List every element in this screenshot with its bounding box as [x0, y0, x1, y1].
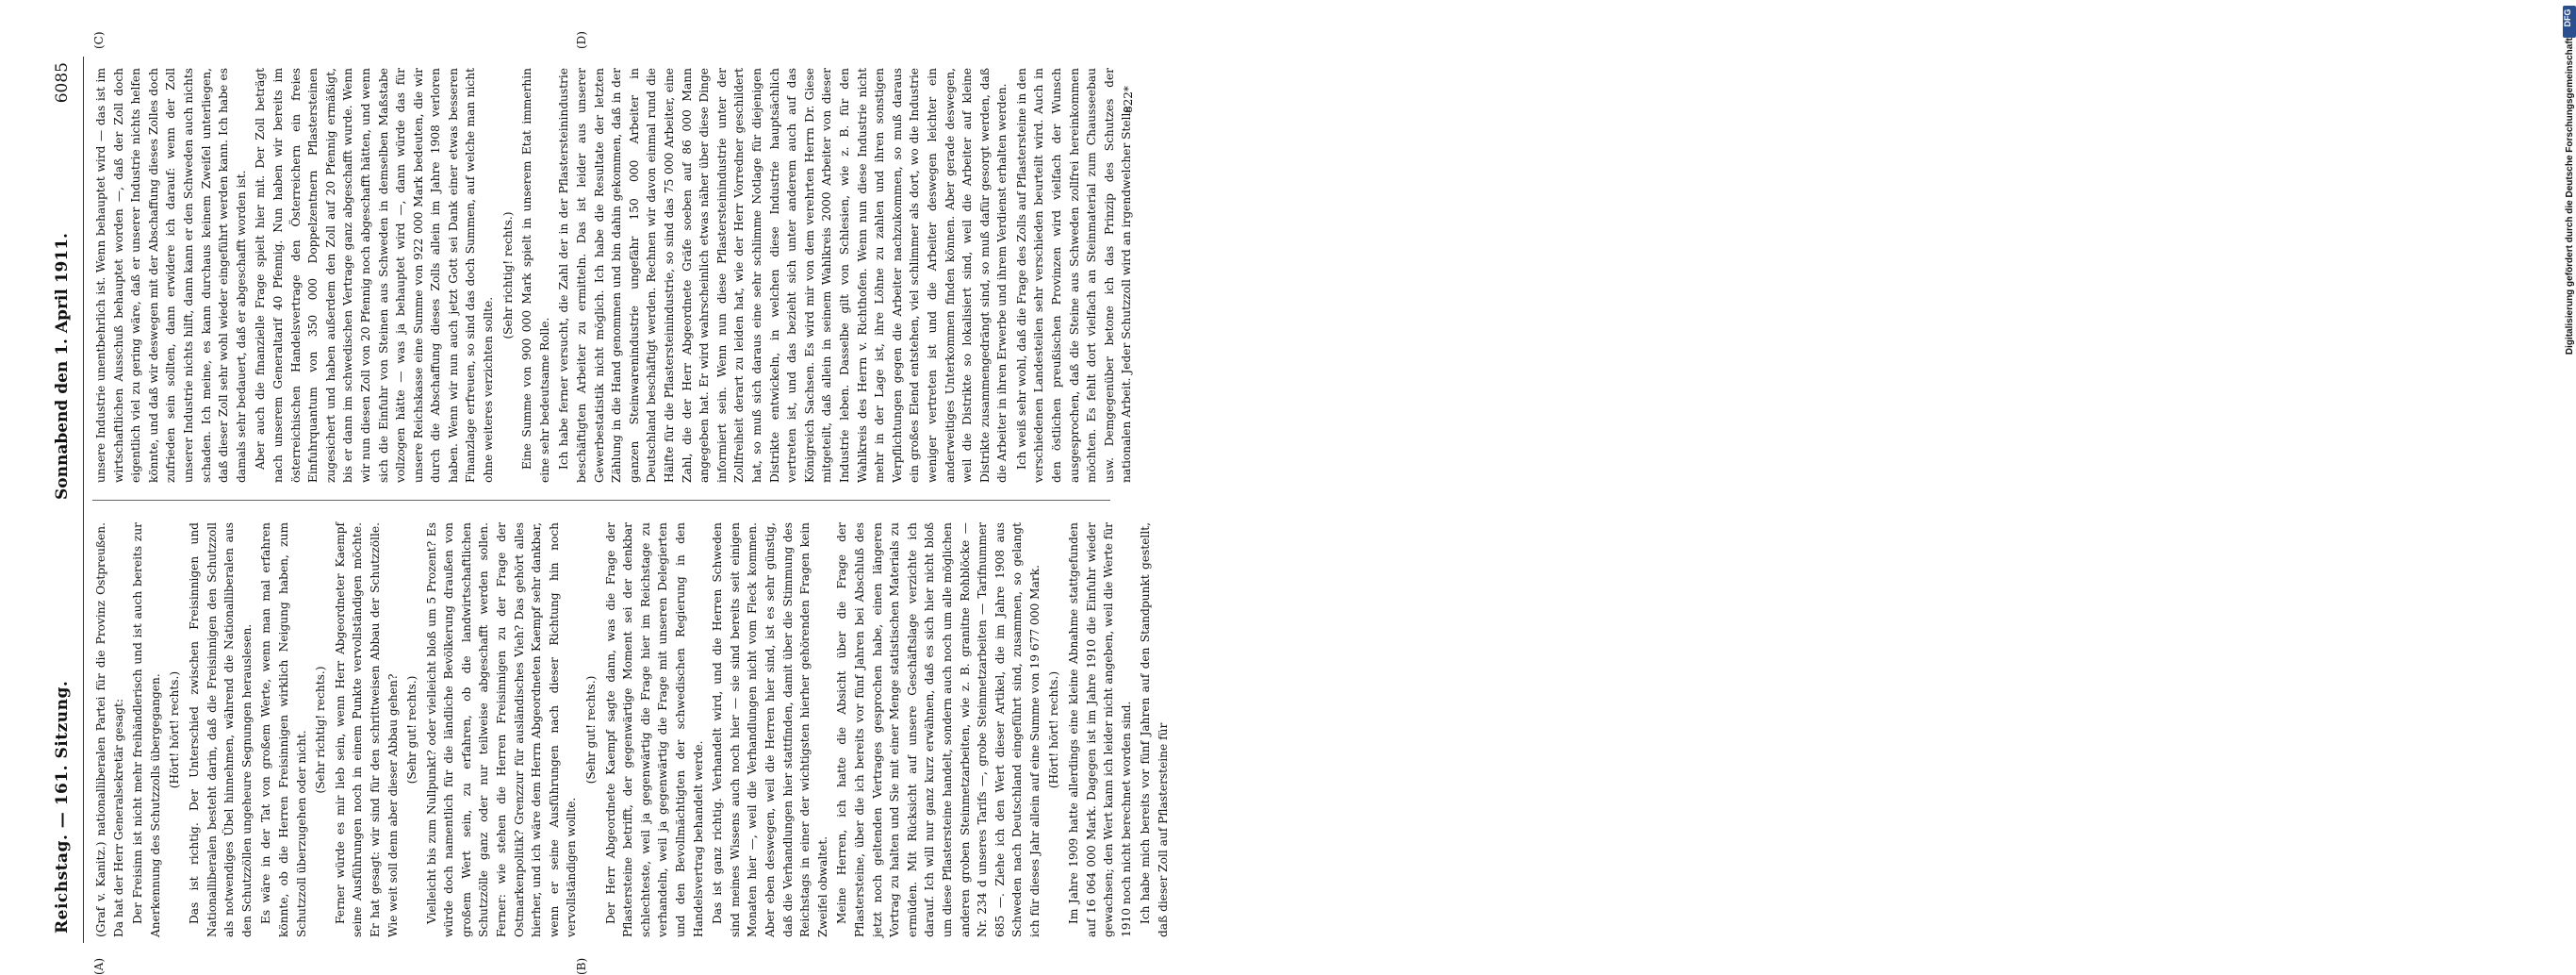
left-text-column: [92, 522, 1171, 937]
scanned-page: [47, 31, 1254, 975]
digitization-strip: [1274, 0, 2575, 943]
paragraph: Im Jahre 1909 hatte allerdings eine kleine Abnahme stattgefunden auf 16 064 000 Mark. Dagegen ist im Jahre 1910 die Einfuhr wieder gewachsen; den Wert kann ich leider nicht angeben, weil die Werte für 1910 noch nicht berechnet worden sind.: [1067, 522, 1133, 937]
paragraph: Ferner würde es mir lieb sein, wenn Herr Abgeordneter Kaempf seine Ausführungen noch in einem Punkte vervollständigen möchte. Er hat gesagt: wir sind für den schrittweisen Abbau der Schutzzölle. Wie weit soll denn aber dieser Abbau gehen?: [333, 522, 400, 937]
paragraph: Ich habe ferner versucht, die Zahl der in der Pflastersteinindustrie beschäftigten Arbeiter zu ermitteln. Das ist leider aus unserer Gewerbestatistik nicht möglich. Ich habe die Resultate der letzten Zählung in die Hand genommen und bin dahin gekommen, daß in der ganzen Steinwarenindustrie ungefähr 150 000 Arbeiter in Deutschland beschäftigt werden. Rechnen wir davon einmal rund die Hälfte für die Pflastersteinindustrie, so sind das 75 000 Arbeiter, eine Zahl, die der Herr Abgeordnete Gräfe soeben auf 86 000 Mann angegeben hat. Er wird wahrscheinlich etwas näher über diese Dinge informiert sein. Wenn nun diese Pflastersteinindustrie unter der Zollfreiheit derart zu leiden hat, wie der Herr Vorredner geschildert hat, so muß sich daraus eine sehr schlimme Notlage für diejenigen Distrikte entwickeln, in welchen diese Industrie hauptsächlich vertreten ist, und das bezieht sich unter anderem auch auf das Königreich Sachsen. Es wird mir von dem verehrten Herrn Dr. Giese mitgeteilt, daß allein in seinem Wahlkreis 2000 Arbeiter von dieser Industrie leben. Dasselbe gilt von Schlesien, wie z. B. für den Wahlkreis des Herrn v. Richthofen. Wenn nun diese Industrie nicht mehr in der Lage ist, ihre Löhne zu zahlen und ihren sonstigen Verpflichtungen gegen die Arbeiter nachzukommen, so muß daraus ein großes Elend entstehen, viel schlimmer als dort, wo die Industrie weniger vertreten ist und die Arbeiter deswegen leichter ein anderweitiges Unterkommen finden können. Aber gerade deswegen, weil die Distrikte so lokalisiert sind, weil die Arbeiter auf kleine Distrikte zusammengedrängt sind, so muß dafür gesorgt werden, daß die Arbeiter in ihren Erwerbe und ihrem Verdienst erhalten werden.: [557, 68, 1009, 483]
paragraph: Ich weiß sehr wohl, daß die Frage des Zolls auf Pflastersteine in den verschiedenen Landesteilen sehr verschieden beurteilt wird. Auch in den östlichen preußischen Provinzen wird vielfach der Wunsch ausgesprochen, daß die Steine aus Schweden zollfrei hereinkommen möchten. Es fehlt dort vielfach an Steinmaterial zum Chausseebau usw. Demgegenüber betone ich das Prinzip des Schutzes der nationalen Arbeit. Jeder Schutzzoll wird an irgendwelcher Stelle: [1014, 68, 1134, 483]
interjection: (Sehr richtig! rechts.): [500, 211, 515, 339]
folio-mark: 822*: [1122, 86, 1135, 113]
interjection: (Sehr richtig! rechts.): [314, 666, 328, 794]
margin-marker-b: (B): [575, 957, 588, 975]
paragraph: Vielleicht bis zum Nullpunkt? oder vielleicht bloß um 5 Prozent? Es würde doch namentlich für die ländliche Bevölkerung draußen von großem Wert sein, zu erfahren, ob die landwirtschaftlichen Schutzzölle ganz oder nur teilweise abgeschafft werden sollen. Ferner: wie stehen die Herren Freisinnigen zu der Frage der Ostmarkenpolitik? Grenzzur für ausländisches Vieh? Das gehört alles hierher, und ich wäre dem Herrn Abgeordneten Kaempf sehr dankbar, wenn er seine Ausführungen nach dieser Richtung hin noch vervollständigen wollte.: [424, 522, 579, 937]
interjection: (Sehr gut! rechts.): [405, 675, 419, 785]
session-title: Reichstag. — 161. Sitzung.: [53, 680, 72, 934]
paragraph: Aber auch die finanzielle Frage spielt hier mit. Der Zoll beträgt nach unserem Generaltarif 40 Pfennig. Nun haben wir bereits im österreichischen Handelsvertrage den Österreichern ein freies Einfuhrquantum von 350 000 Doppelzentnern Pflastersteinen zugesichert und haben außerdem den Zoll auf 20 Pfennig ermäßigt, bis er dann im schwedischen Vertrage ganz abgeschafft wurde. Wenn wir nun diesen Zoll von 20 Pfennig noch abgeschafft hätten, und wenn sich die Einfuhr von Steinen aus Schweden in demselben Maßstabe vollzogen hätte — was ja behauptet wird —, dann würde das für unsere Reichskasse eine Summe von 922 000 Mark bedeuten, die wir durch die Abschaffung dieses Zolls allein im Jahre 1908 verloren haben. Wenn wir nun auch jetzt Gott sei Dank einer etwas besseren Finanzlage erfreuen, so sind das doch Summen, auf welche man nicht ohne weiteres verzichten sollte.: [254, 68, 496, 483]
paragraph: Das ist richtig. Der Unterschied zwischen Freisinnigen und Nationalliberalen besteht darin, daß die Freisinnigen den Schutzzoll als notwendiges Übel hinnehmen, während die Nationalliberalen aus den Schutzzöllen ungeheure Segnungen herauslesen.: [187, 522, 254, 937]
interjection: (Hört! hört! rechts.): [168, 670, 182, 789]
paragraph: Der Freisinn ist nicht mehr freihändlerisch und ist auch bereits zur Anerkennung des Schutzzolls übergegangen.: [131, 522, 162, 937]
interjection: (Hört! hört! rechts.): [1047, 670, 1061, 789]
paragraph: Ich habe mich bereits vor fünf Jahren auf den Standpunkt gestellt, daß dieser Zoll auf Pflastersteine für: [1139, 522, 1171, 937]
page-header: [47, 57, 84, 943]
digitization-note: Digitalisierung gefördert durch die Deutsche Forschungsgemeinschaft: [2565, 38, 2575, 355]
margin-marker-d: (D): [575, 31, 588, 49]
paragraph: Das ist ganz richtig. Verhandelt wird, und die Herren Schweden sind meines Wissens auch noch hier — sie sind bereits seit einigen Monaten hier —, weil die Verhandlungen nicht vom Fleck kommen. Aber eben deswegen, weil die Herren hier sind, ist es sehr günstig, daß die Verhandlungen hier stattfinden, damit über die Stimmung des Reichstags in einer der wichtigsten hierher gehörenden Fragen kein Zweifel obwaltet.: [711, 522, 829, 937]
interjection: (Sehr gut! rechts.): [584, 675, 599, 785]
margin-marker-c: (C): [92, 31, 106, 49]
session-date: Sonnabend den 1. April 1911.: [53, 233, 72, 500]
margin-marker-a: (A): [92, 957, 106, 975]
paragraph: Es wäre in der Tat von großem Werte, wenn man mal erfahren könnte, ob die Herren Freisinnigen wirklich Neigung haben, zum Schutzzoll überzugehen oder nicht.: [259, 522, 308, 937]
paragraph: Der Herr Abgeordnete Kaempf sagte dann, was die Frage der Pflastersteine betrifft, der gegenwärtige Moment sei der denkbar schlechteste, weil ja gegenwärtig die Frage hier im Reichstage zu verhandeln, weil ja gegenwärtig die Frage mit unseren Delegierten und den Bevollmächtigten der schwedischen Regierung in den Handelsvertrag behandelt werde.: [603, 522, 705, 937]
paragraph: (Graf v. Kanitz.) nationalliberalen Partei für die Provinz Ostpreußen. Da hat der Herr Generalsekretär gesagt:: [94, 522, 125, 937]
paragraph: unsere Industrie unentbehrlich ist. Wenn behauptet wird — das ist im wirtschaftlichen Ausschuß behauptet worden —, daß der Zoll doch eigentlich viel zu gering wäre, daß er unserer Industrie nichts helfen könnte, und daß wir deswegen mit der Abschaffung dieses Zolles doch zufrieden sein sollten, dann erwidere ich darauf: wenn der Zoll unserer Industrie nichts hilft, dann kann er den Schweden auch nichts schaden. Ich meine, es kann durchaus keinem Zweifel unterliegen, daß dieser Zoll sehr wohl wieder eingeführt werden kann. Ich habe es damals sehr bedauert, daß er abgeschafft worden ist.: [94, 68, 248, 483]
page-number: 6085: [53, 62, 72, 104]
column-divider: [92, 500, 1110, 501]
paragraph: Meine Herren, ich hatte die Absicht über die Frage der Pflastersteine, über die ich bereits vor fünf Jahren bei Abschluß des jetzt noch geltenden Vertrages gesprochen habe, einen längeren Vortrag zu halten und Sie mit einer Menge statistischen Materials zu ermüden. Mit Rücksicht auf unsere Geschäftslage verzichte ich darauf. Ich will nur ganz kurz erwähnen, daß es sich hier nicht bloß um diese Pflastersteine handelt, sondern auch noch um alle möglichen anderen groben Steinmetzarbeiten, wie z. B. granitne Rohblöcke — Nr. 234 d unseres Tarifs —, grobe Steinmetzarbeiten — Tarifnummer 685 —. Ziehe ich den Wert dieser Artikel, die im Jahre 1908 aus Schweden nach Deutschland eingeführt sind, zusammen, so gelangt ich für dieses Jahr allein auf eine Summe von 19 677 000 Mark.: [835, 522, 1042, 937]
dfg-logo: DFG: [2563, 6, 2576, 38]
paragraph: Eine Summe von 900 000 Mark spielt in unserem Etat immerhin eine sehr bedeutsame Rolle.: [520, 68, 551, 483]
